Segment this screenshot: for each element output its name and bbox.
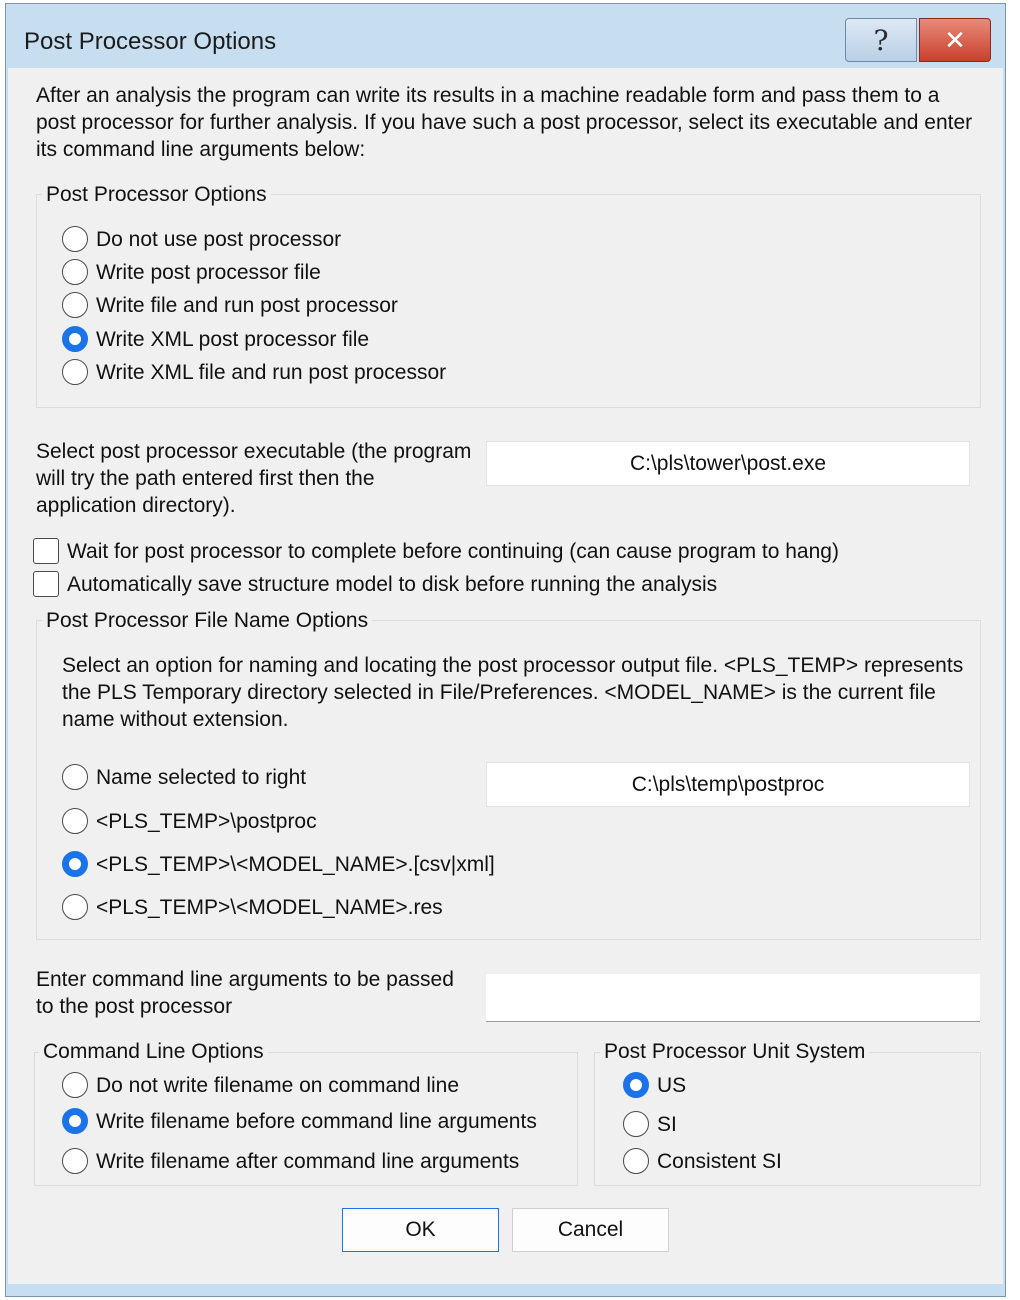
radio-unit-consistent-si[interactable] — [623, 1148, 649, 1174]
radio-write-xml-label[interactable]: Write XML post processor file — [96, 328, 370, 351]
help-button[interactable] — [845, 18, 917, 62]
radio-name-selected-label[interactable]: Name selected to right — [96, 766, 307, 789]
ok-button[interactable]: OK — [342, 1208, 499, 1252]
help-icon: ? — [873, 23, 889, 57]
radio-no-filename[interactable] — [62, 1072, 88, 1098]
radio-unit-si[interactable] — [623, 1111, 649, 1137]
file-name-options-label: Post Processor File Name Options — [42, 608, 372, 634]
file-name-description: Select an option for naming and locating the post processor output file. <PLS_TEMP> represents the PLS Temporary directory selected in File/Preferences. <MODEL_NAME> is the current file name without extension. — [62, 654, 964, 731]
executable-path-field[interactable]: C:\pls\tower\post.exe — [486, 441, 970, 486]
dialog-client-area — [8, 68, 1003, 1284]
radio-unit-us-label[interactable]: US — [657, 1074, 687, 1097]
intro-text: After an analysis the program can write its results in a machine readable form and pass them to a post processor for further analysis. If you have such a post processor, select its executable and enter its command line arguments below: — [36, 84, 973, 161]
radio-filename-before-label[interactable]: Write filename before command line arguments — [96, 1110, 537, 1133]
radio-pls-temp-model-csv-xml[interactable] — [62, 851, 88, 877]
title-bar[interactable] — [6, 4, 1005, 67]
dialog-window — [5, 3, 1006, 1297]
radio-write-xml-and-run-label[interactable]: Write XML file and run post processor — [96, 361, 447, 384]
radio-write-xml-and-run[interactable] — [62, 359, 88, 385]
autosave-checkbox[interactable] — [33, 571, 59, 597]
radio-unit-consistent-si-label[interactable]: Consistent SI — [657, 1150, 782, 1173]
radio-write-and-run[interactable] — [62, 292, 88, 318]
radio-filename-after[interactable] — [62, 1148, 88, 1174]
radio-write-file[interactable] — [62, 259, 88, 285]
radio-write-file-label[interactable]: Write post processor file — [96, 261, 321, 284]
radio-pls-temp-model-csv-xml-label[interactable]: <PLS_TEMP>\<MODEL_NAME>.[csv|xml] — [96, 853, 495, 876]
cancel-button[interactable]: Cancel — [512, 1208, 669, 1252]
executable-label: Select post processor executable (the program will try the path entered first then the application directory). — [36, 440, 472, 517]
radio-pls-temp-model-res[interactable] — [62, 894, 88, 920]
unit-system-group — [594, 1052, 981, 1186]
radio-do-not-use-label[interactable]: Do not use post processor — [96, 228, 342, 251]
output-name-field[interactable]: C:\pls\temp\postproc — [486, 762, 970, 807]
post-processor-options-label: Post Processor Options — [42, 182, 271, 208]
radio-filename-after-label[interactable]: Write filename after command line arguments — [96, 1150, 520, 1173]
radio-write-xml[interactable] — [62, 326, 88, 352]
radio-pls-temp-postproc[interactable] — [62, 808, 88, 834]
wait-checkbox[interactable] — [33, 538, 59, 564]
wait-checkbox-label[interactable]: Wait for post processor to complete before continuing (can cause program to hang) — [67, 540, 839, 563]
arguments-label: Enter command line arguments to be passed to the post processor — [36, 968, 454, 1018]
close-icon: ✕ — [944, 24, 966, 55]
radio-do-not-use[interactable] — [62, 226, 88, 252]
arguments-field[interactable] — [486, 974, 980, 1022]
radio-unit-us[interactable] — [623, 1072, 649, 1098]
autosave-checkbox-label[interactable]: Automatically save structure model to disk before running the analysis — [67, 573, 718, 596]
radio-write-and-run-label[interactable]: Write file and run post processor — [96, 294, 398, 317]
radio-name-selected[interactable] — [62, 764, 88, 790]
radio-filename-before[interactable] — [62, 1108, 88, 1134]
radio-pls-temp-model-res-label[interactable]: <PLS_TEMP>\<MODEL_NAME>.res — [96, 896, 443, 919]
radio-unit-si-label[interactable]: SI — [657, 1113, 677, 1136]
dialog-title: Post Processor Options — [24, 28, 277, 55]
command-line-options-label: Command Line Options — [39, 1039, 268, 1065]
close-button[interactable] — [919, 18, 991, 62]
radio-no-filename-label[interactable]: Do not write filename on command line — [96, 1074, 460, 1097]
unit-system-label: Post Processor Unit System — [600, 1039, 869, 1065]
radio-pls-temp-postproc-label[interactable]: <PLS_TEMP>\postproc — [96, 810, 317, 833]
